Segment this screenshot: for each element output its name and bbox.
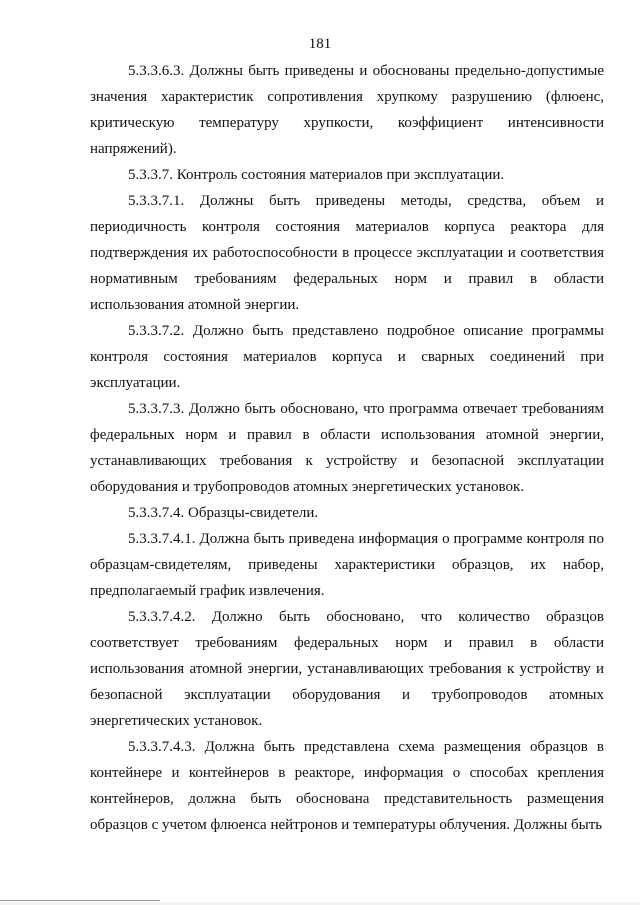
paragraph-5-3-3-7-4-1: 5.3.3.7.4.1. Должна быть приведена информация о программе контроля по образцам-свидетелям, приведены характеристики образцов, их набор, предполагаемый график извлечения.: [90, 531, 604, 599]
paragraph-5-3-3-7-4-2: 5.3.3.7.4.2. Должно быть обосновано, что количество образцов соответствует требованиям федеральных норм и правил в области использования атомной энергии, устанавливающих требования к устройству и безопасной эксплуатации оборудования и трубопроводов атомных энергетических установок.: [90, 609, 604, 729]
paragraph-5-3-3-7-2: 5.3.3.7.2. Должно быть представлено подробное описание программы контроля состояния материалов корпуса и сварных соединений при эксплуатации.: [90, 323, 604, 391]
page-number: 181: [308, 36, 332, 52]
paragraph-5-3-3-7-4: 5.3.3.7.4. Образцы-свидетели.: [128, 505, 319, 521]
paragraph-5-3-3-6-3: 5.3.3.6.3. Должны быть приведены и обоснованы предельно-допустимые значения характеристик сопротивления хрупкому разрушению (флюенс, критическую температуру хрупкости, коэффициент интенсивности напряжений).: [90, 63, 604, 157]
paragraph-5-3-3-7: 5.3.3.7. Контроль состояния материалов при эксплуатации.: [128, 167, 505, 183]
paragraph-5-3-3-7-4-3: 5.3.3.7.4.3. Должна быть представлена схема размещения образцов в контейнере и контейнеров в реакторе, информация о способах крепления контейнеров, должна быть обоснована представительность размещения образцов с учетом флюенса нейтронов и температуры облучения. Должны быть: [90, 739, 604, 833]
footer-divider: [0, 900, 160, 901]
paragraph-5-3-3-7-1: 5.3.3.7.1. Должны быть приведены методы, средства, объем и периодичность контроля состояния материалов корпуса реактора для подтверждения их работоспособности в процессе эксплуатации и соответствия нормативным требованиям федеральных норм и правил в области использования атомной энергии.: [90, 193, 604, 313]
paragraph-5-3-3-7-3: 5.3.3.7.3. Должно быть обосновано, что программа отвечает требованиям федеральных норм и правил в области использования атомной энергии, устанавливающих требования к устройству и безопасной эксплуатации оборудования и трубопроводов атомных энергетических установок.: [90, 401, 604, 495]
document-body: [90, 58, 604, 838]
